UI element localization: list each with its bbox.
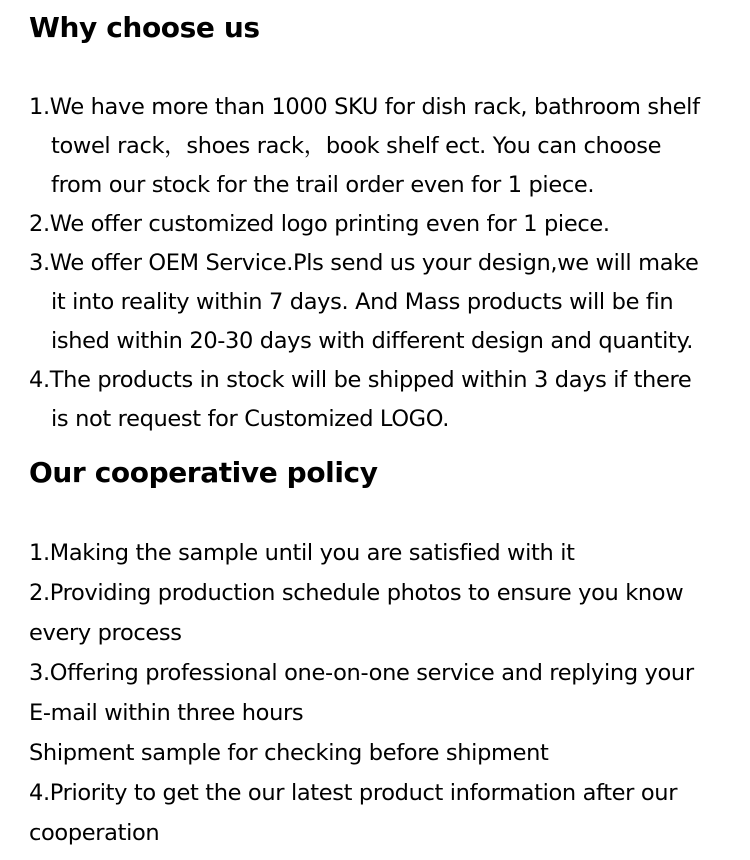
list-item-1-line-3: from our stock for the trail order even for 1 piece.	[51, 172, 595, 198]
list-item-4-line-2: is not request for Customized LOGO.	[51, 406, 450, 432]
policy-line-2: 2.Providing production schedule photos to ensure you know	[29, 580, 684, 606]
policy-line-8: cooperation	[29, 820, 160, 846]
list-item-1-line-1: 1.We have more than 1000 SKU for dish rack, bathroom shelf	[29, 94, 700, 120]
why-choose-us-list	[29, 88, 744, 439]
section-title-cooperative-policy: Our cooperative policy	[29, 456, 378, 489]
policy-line-4: 3.Offering professional one-on-one service and replying your	[29, 660, 694, 686]
policy-line-3: every process	[29, 620, 182, 646]
list-item-3-line-2: it into reality within 7 days. And Mass products will be fin	[51, 289, 674, 315]
list-item-1-line-2: towel rack，shoes rack，book shelf ect. You can choose	[51, 133, 662, 159]
list-item-4-line-1: 4.The products in stock will be shipped within 3 days if there	[29, 367, 692, 393]
list-item-3-line-3: ished within 20-30 days with different design and quantity.	[51, 328, 694, 354]
policy-line-6: Shipment sample for checking before shipment	[29, 740, 549, 766]
list-item-3-line-1: 3.We offer OEM Service.Pls send us your design,we will make	[29, 250, 699, 276]
section-title-why-choose-us: Why choose us	[29, 11, 260, 44]
cooperative-policy-list	[29, 533, 744, 853]
list-item-2-line-1: 2.We offer customized logo printing even for 1 piece.	[29, 211, 610, 237]
policy-line-1: 1.Making the sample until you are satisfied with it	[29, 540, 575, 566]
policy-line-5: E-mail within three hours	[29, 700, 304, 726]
policy-line-7: 4.Priority to get the our latest product information after our	[29, 780, 678, 806]
